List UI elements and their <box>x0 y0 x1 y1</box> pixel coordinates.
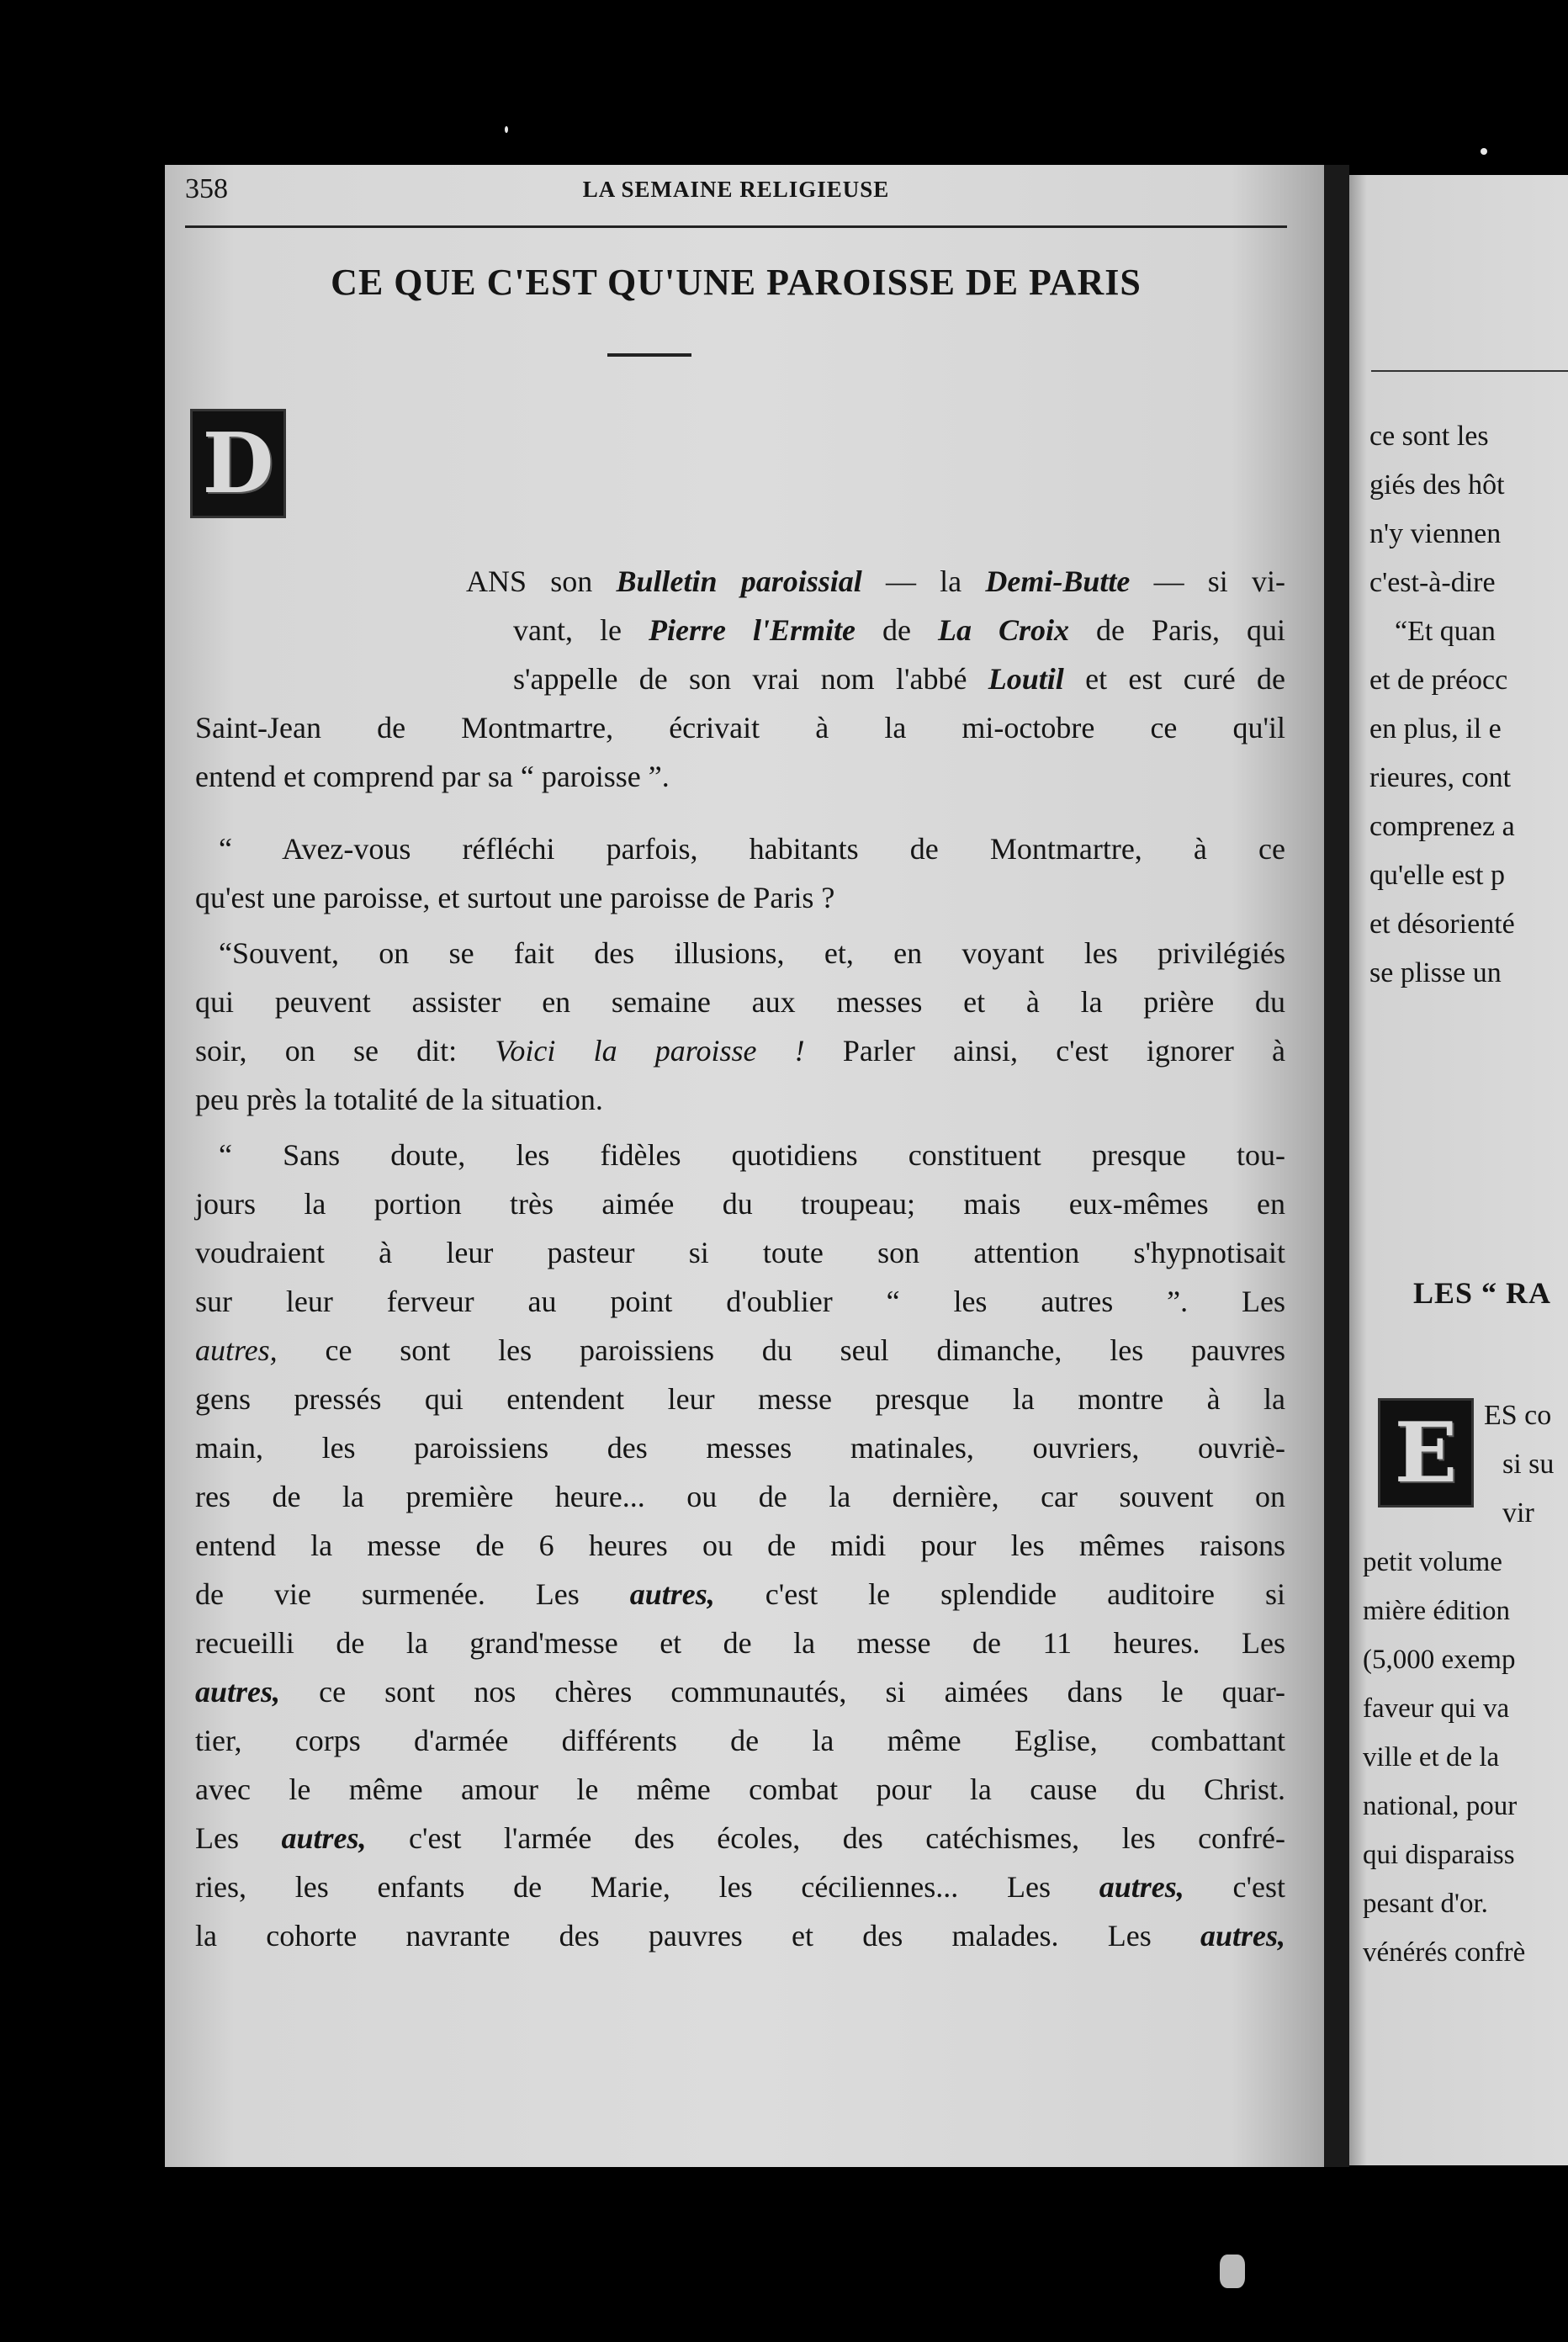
text-line: tier, corps d'armée différents de la même Eglise, combattant <box>195 1724 1285 1757</box>
right-text-bottom <box>1363 1538 1525 1977</box>
text-line: faveur qui va <box>1363 1693 1510 1724</box>
right-section-title: LES “ RA <box>1413 1276 1552 1310</box>
text-line: qu'elle est p <box>1369 860 1505 891</box>
right-dropcap-letter: E <box>1394 1404 1458 1502</box>
right-dropcap <box>1378 1398 1474 1507</box>
scan-speck <box>1481 148 1487 155</box>
paragraph-1-body <box>195 557 1285 606</box>
page-number: 358 <box>185 173 228 204</box>
text-line: pesant d'or. <box>1363 1889 1488 1919</box>
text-line: vir <box>1502 1497 1534 1529</box>
text-line: avec le même amour le même combat pour la cause du Christ. <box>195 1772 1285 1806</box>
article-title: CE QUE C'EST QU'UNE PAROISSE DE PARIS <box>331 262 1142 303</box>
text-line: ES co <box>1484 1400 1552 1431</box>
title-rule <box>607 353 691 357</box>
text-line: c'est-à-dire <box>1369 567 1496 598</box>
text-line: si su <box>1502 1449 1555 1480</box>
page-header <box>185 173 1287 207</box>
right-header-rule <box>1371 370 1568 372</box>
text-line: et désorienté <box>1369 909 1515 940</box>
text-line: autres, ce sont nos chères communautés, si aimées dans le quar- <box>195 1675 1285 1709</box>
text-line: n'y viennen <box>1369 518 1502 549</box>
text-line: se plisse un <box>1369 957 1502 988</box>
text-line: peu près la totalité de la situation. <box>195 1083 603 1116</box>
text-line: comprenez a <box>1369 811 1515 842</box>
text-line: vant, le Pierre l'Ermite de La Croix de Paris, qui <box>513 613 1286 647</box>
text-line: s'appelle de son vrai nom l'abbé Loutil et est curé de <box>513 662 1285 696</box>
running-title: LA SEMAINE RELIGIEUSE <box>582 177 890 202</box>
text-line: de vie surmenée. Les autres, c'est le splendide auditoire si <box>195 1577 1285 1611</box>
book-gutter <box>1324 165 1349 2167</box>
text-line: “ Avez-vous réfléchi parfois, habitants de Montmartre, à ce <box>219 832 1285 866</box>
text-line: petit volume <box>1363 1547 1502 1577</box>
text-line: entend et comprend par sa “ paroisse ”. <box>195 760 670 793</box>
text-line: jours la portion très aimée du troupeau; mais eux-mêmes en <box>195 1187 1285 1221</box>
text-line: soir, on se dit: Voici la paroisse ! Parler ainsi, c'est ignorer à <box>195 1034 1285 1068</box>
text-line: la cohorte navrante des pauvres et des malades. Les autres, <box>195 1919 1285 1953</box>
right-text-drop <box>1484 1391 1554 1538</box>
right-page <box>1349 175 1568 2165</box>
text-line: voudraient à leur pasteur si toute son attention s'hypnotisait <box>195 1236 1285 1269</box>
text-line: recueilli de la grand'messe et de la messe de 11 heures. Les <box>195 1626 1285 1660</box>
text-line: res de la première heure... ou de la dernière, car souvent on <box>195 1480 1285 1513</box>
text-line: qu'est une paroisse, et surtout une paroisse de Paris ? <box>195 881 835 914</box>
text-line: gens pressés qui entendent leur messe presque la montre à la <box>195 1382 1285 1416</box>
text-line: ries, les enfants de Marie, les céciliennes... Les autres, c'est <box>195 1870 1285 1904</box>
dropcap-letter: D <box>202 415 274 512</box>
text-line: main, les paroissiens des messes matinales, ouvriers, ouvriè- <box>195 1431 1285 1465</box>
text-line: rieures, cont <box>1369 762 1512 793</box>
text-line: Les autres, c'est l'armée des écoles, des catéchismes, les confré- <box>195 1821 1285 1855</box>
header-rule <box>185 225 1287 228</box>
text-line: en plus, il e <box>1369 713 1502 744</box>
text-line: qui peuvent assister en semaine aux messes et à la prière du <box>195 985 1285 1019</box>
text-line: et de préocc <box>1369 665 1508 696</box>
text-line: national, pour <box>1363 1791 1518 1821</box>
paragraph-1-rest <box>195 606 1285 1960</box>
text-line: ville et de la <box>1363 1742 1500 1772</box>
text-line: (5,000 exemp <box>1363 1645 1516 1675</box>
text-line: sur leur ferveur au point d'oublier “ les autres ”. Les <box>195 1285 1285 1318</box>
text-line: ANS son Bulletin paroissial — la Demi-Butte — si vi- <box>466 564 1285 598</box>
text-line: vénérés confrè <box>1363 1937 1526 1968</box>
text-line: “Souvent, on se fait des illusions, et, en voyant les privilégiés <box>219 936 1285 970</box>
text-line: “ Sans doute, les fidèles quotidiens constituent presque tou- <box>219 1138 1285 1172</box>
text-line: “Et quan <box>1395 616 1496 647</box>
text-line: mière édition <box>1363 1596 1511 1626</box>
scan-speck <box>505 126 508 133</box>
text-line: Saint-Jean de Montmartre, écrivait à la mi-octobre ce qu'il <box>195 711 1285 744</box>
text-line: autres, ce sont les paroissiens du seul dimanche, les pauvres <box>195 1333 1285 1367</box>
text-line: giés des hôt <box>1369 469 1505 501</box>
text-line: entend la messe de 6 heures ou de midi pour les mêmes raisons <box>195 1529 1285 1562</box>
text-line: ce sont les <box>1369 421 1489 452</box>
dropcap <box>190 409 286 518</box>
scan-speck <box>1220 2255 1245 2288</box>
text-line: qui disparaiss <box>1363 1840 1515 1870</box>
right-text-top <box>1369 412 1515 998</box>
